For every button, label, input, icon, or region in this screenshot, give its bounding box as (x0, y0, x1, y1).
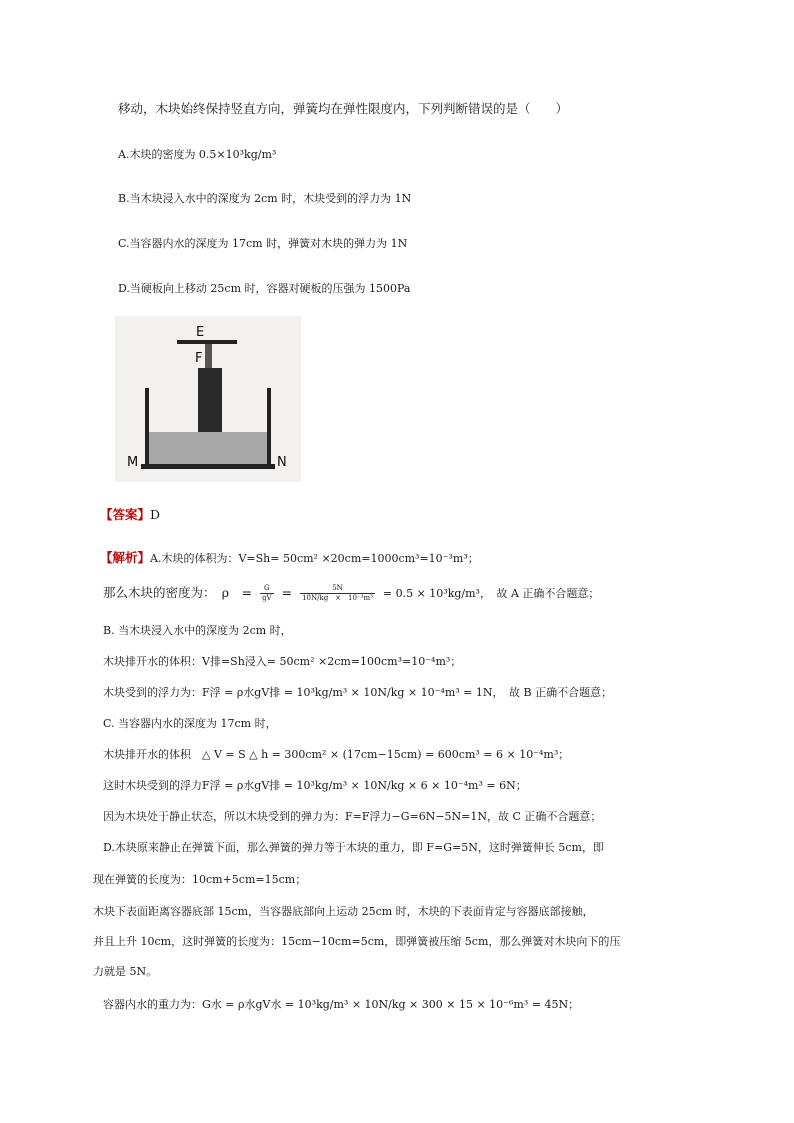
container-right-wall (267, 388, 271, 468)
label-m: M (127, 455, 139, 470)
analysis-line-6: C. 当容器内水的深度为 17cm 时， (103, 717, 277, 730)
analysis-line-9: 因为木块处于静止状态，所以木块受到的弹力为：F=F浮力−G=6N−5N=1N，故 C 正确不合题意； (103, 810, 602, 823)
hard-board (141, 464, 275, 469)
density-fraction-2: $\frac{5N}{\text{10N/kg × 10⁻³m³}}$ (302, 584, 373, 602)
answer-line (100, 506, 160, 524)
analysis-line-11: 现在弹簧的长度为：10cm+5cm=15cm； (93, 873, 307, 886)
analysis-line-2: 那么木块的密度为： ρ = $\frac{G}{gV}$ = $\frac{5N}{\text{10N/kg × 10⁻³m³}}$ = 0.5 × 10³kg/m³， 故 A 正确不合题意； (103, 584, 600, 602)
label-e: E (196, 325, 205, 340)
option-a: A.木块的密度为 0.5×10³kg/m³ (118, 148, 277, 161)
option-c: C.当容器内水的深度为 17cm 时，弹簧对木块的弹力为 1N (118, 237, 408, 250)
analysis-line-8: 这时木块受到的浮力F浮 = ρ水gV排 = 10³kg/m³ × 10N/kg × 6 × 10⁻⁴m³ = 6N； (103, 779, 527, 792)
spring-block-diagram (115, 316, 301, 482)
option-b: B.当木块浸入水中的深度为 2cm 时，木块受到的浮力为 1N (118, 192, 412, 205)
analysis-line-14: 力就是 5N。 (93, 965, 158, 978)
answer-bracket: 【答案】 (100, 507, 151, 522)
analysis-line-12: 木块下表面距离容器底部 15cm，当容器底部向上运动 25cm 时，木块的下表面肯定与容器底部接触， (93, 905, 594, 918)
spring (205, 344, 212, 368)
container-left-wall (145, 388, 149, 468)
question-text: 移动，木块始终保持竖直方向，弹簧均在弹性限度内，下列判断错误的是（ ） (118, 101, 569, 116)
label-n: N (277, 455, 287, 470)
analysis-line-7: 木块排开水的体积 △ V = S △ h = 300cm² × (17cm−15cm) = 600cm³ = 6 × 10⁻⁴m³； (103, 748, 570, 761)
analysis-line-5: 木块受到的浮力为：F浮 = ρ水gV排 = 10³kg/m³ × 10N/kg × 10⁻⁴m³ = 1N， 故 B 正确不合题意； (103, 686, 613, 699)
analysis-line-13: 并且上升 10cm，这时弹簧的长度为：15cm−10cm=5cm，即弹簧被压缩 5cm，那么弹簧对木块向下的压 (93, 935, 621, 948)
label-f: F (195, 351, 203, 366)
water (149, 432, 267, 467)
density-fraction-1: $\frac{G}{gV}$ (262, 584, 272, 602)
analysis-line-4: 木块排开水的体积：V排=Sh浸入= 50cm² ×2cm=100cm³=10⁻⁴m³； (103, 655, 462, 668)
analysis-line-1: 【解析】A.木块的体积为：V=Sh= 50cm² ×20cm=1000cm³=10⁻³m³； (100, 550, 479, 565)
analysis-line-15: 容器内水的重力为：G水 = ρ水gV水 = 10³kg/m³ × 10N/kg × 300 × 15 × 10⁻⁶m³ = 45N； (103, 998, 580, 1011)
analysis-line-10: D.木块原来静止在弹簧下面，那么弹簧的弹力等于木块的重力，即 F=G=5N，这时弹簧伸长 5cm，即 (103, 841, 604, 854)
option-d: D.当硬板向上移动 25cm 时，容器对硬板的压强为 1500Pa (118, 282, 411, 295)
analysis-tag: 【解析】 (100, 550, 151, 565)
wood-block (198, 368, 222, 432)
top-plate (177, 340, 237, 344)
answer-value: D (150, 507, 161, 522)
analysis-line-3: B. 当木块浸入水中的深度为 2cm 时， (103, 624, 292, 637)
